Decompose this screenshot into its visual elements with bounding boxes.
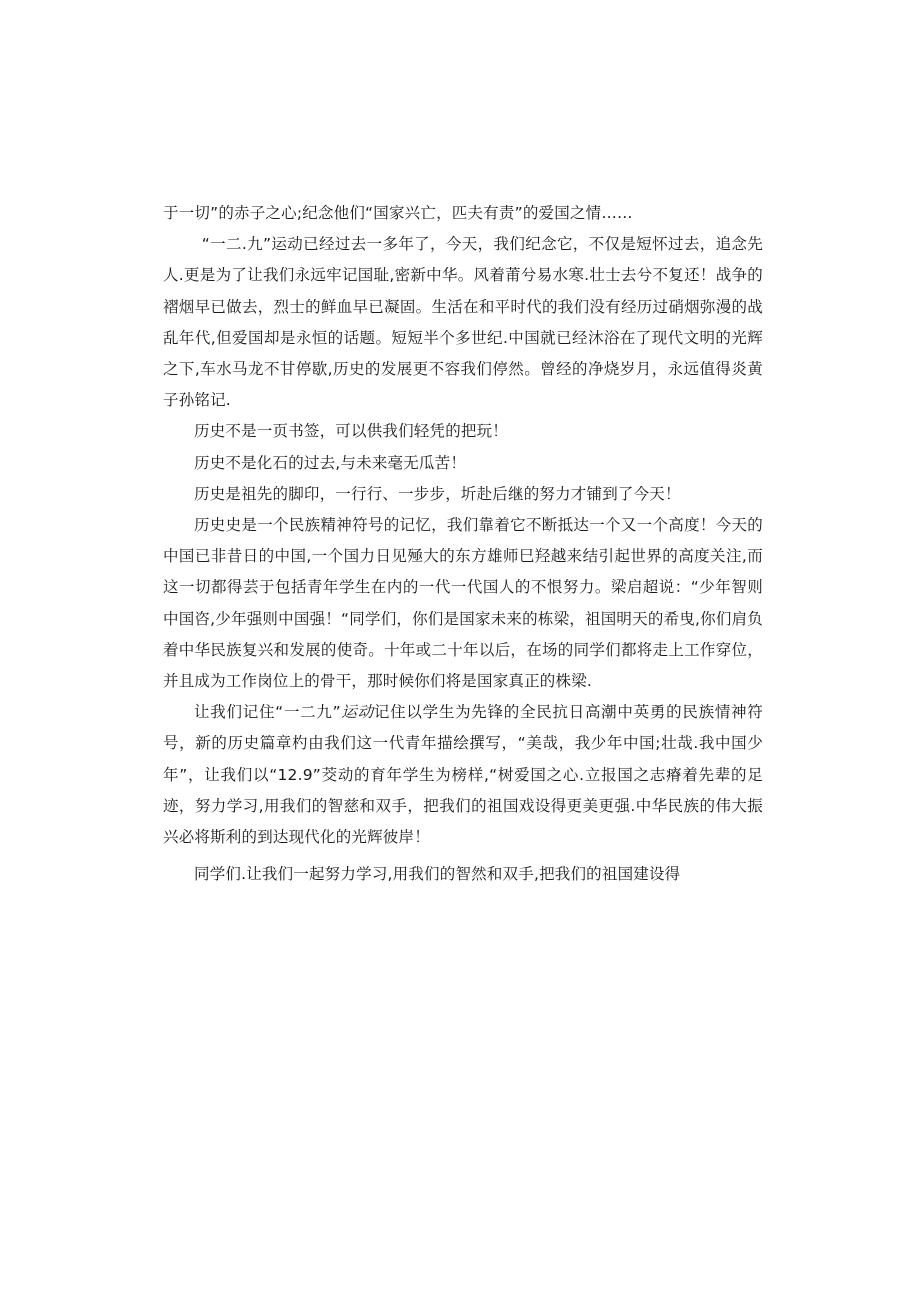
paragraph-continuation: 于一切”的赤子之心;纪念他们“国家兴亡，匹夫有责”的爱国之情…… bbox=[163, 204, 633, 222]
body-text bbox=[163, 198, 763, 890]
paragraph-history-bookmark: 历史不是一页书签，可以供我们轻凭的把玩！ bbox=[194, 422, 509, 441]
paragraph-yierjiu-movement: “一二.九”运动已经过去一多年了，今天，我们纪念它，不仅是短怀过去，追念先人.更是为了让我们永远牢记国耻,密新中华。风着莆兮易水寒.壮士去兮不复还！战争的褶烟早已做去，烈士的鲜血早已凝固。生活在和平时代的我们没有经历过硝烟弥漫的战乱年代,但爱国却是永恒的话题。短短半个多世纪.中国就已经沐浴在了现代文明的光辉之下,车水马龙不甘停歇,历史的发展更不容我们停然。曾经的净烧岁月，永远值得炎黄子孙铭记. bbox=[163, 235, 763, 410]
paragraph-remember-start: 让我们记住“一二九” bbox=[194, 703, 341, 722]
paragraph-classmates: 同学们.让我们一起努力学习,用我们的智然和双手,把我们的祖国建设得 bbox=[194, 865, 681, 884]
paragraph-remember-italic: 运动 bbox=[340, 703, 374, 722]
paragraph-remember-yierjiu bbox=[163, 697, 763, 853]
paragraph-remember-rest: 记住以学生为先锋的全民抗日高潮中英勇的民族情神符号，新的历史篇章杓由我们这一代青年描绘撰写，“美哉，我少年中国;壮哉.我中国少年”，让我们以“12.9”茭动的育年学生为榜样,“树爱国之心.立报国之志瘠着先辈的足迹，努力学习,用我们的智慈和双手，把我们的祖国戏设得更美更强.中华民族的伟大振兴必将斯利的到达现代化的光辉彼岸！ bbox=[163, 703, 763, 847]
paragraph-national-spirit: 历史史是一个民族精神符号的记忆，我们靠着它不断抵达一个又一个高度！今天的中国已非昔日的中国,一个国力日见殛大的东方雄师巳羟越来结引起世界的高度关注,而这一切都得芸于包括青年学生在内的一代一代国人的不恨努力。梁启超说：“少年智则中国咨,少年强则中国强！“同学们，你们是国家未来的栋梁，祖国明天的希曳,你们肩负着中华民族复兴和发展的使奇。十年或二十年以后，在场的同学们都将走上工作穿位，并且成为工作岗位上的骨干，那时候你们将是国家真正的株梁. bbox=[163, 516, 763, 691]
paragraph-history-fossil: 历史不是化石的过去,与未来毫无瓜苦！ bbox=[194, 453, 467, 472]
paragraph-history-footprints: 历史是祖先的脚印，一行行、一步步，圻赴后继的努力才铺到了今天！ bbox=[194, 484, 681, 503]
